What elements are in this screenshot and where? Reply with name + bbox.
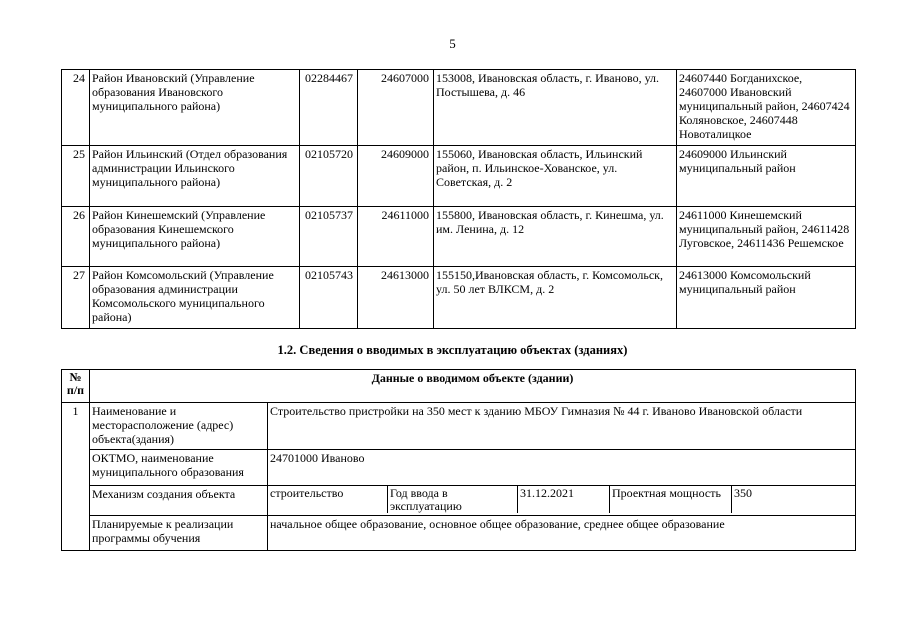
- table-row: [62, 70, 856, 146]
- header-number: № п/п: [62, 370, 90, 403]
- programs-label: Планируемые к реализации программы обучения: [90, 516, 268, 551]
- districts-table: [61, 69, 856, 329]
- row-number: 27: [62, 267, 90, 329]
- okpo-code: 02105737: [300, 207, 358, 267]
- oktmo-list: 24611000 Кинешемский муниципальный район, 24611428 Луговское, 24611436 Решемское: [677, 207, 856, 267]
- okato-code: 24609000: [358, 146, 434, 207]
- object-name-value: Строительство пристройки на 350 мест к зданию МБОУ Гимназия № 44 г. Иваново Ивановской области: [268, 403, 856, 450]
- oktmo-list: 24613000 Комсомольский муниципальный район: [677, 267, 856, 329]
- page-number: 5: [449, 36, 456, 51]
- table-row: [62, 267, 856, 329]
- oktmo-row: [62, 450, 856, 486]
- object-name-label: Наименование и месторасположение (адрес) объекта(здания): [90, 403, 268, 450]
- year-value: 31.12.2021: [518, 486, 610, 513]
- object-table: [61, 369, 856, 551]
- mechanism-details: [268, 486, 856, 516]
- programs-row: [62, 516, 856, 551]
- district-name: Район Ильинский (Отдел образования администрации Ильинского муниципального района): [90, 146, 300, 207]
- okato-code: 24613000: [358, 267, 434, 329]
- capacity-value: 350: [734, 486, 752, 500]
- capacity-label: Проектная мощность: [610, 486, 732, 513]
- row-number: 1: [62, 403, 90, 551]
- oktmo-label: ОКТМО, наименование муниципального образования: [90, 450, 268, 486]
- okato-code: 24607000: [358, 70, 434, 146]
- year-label: Год ввода в эксплуатацию: [388, 486, 518, 513]
- table-header-row: [62, 370, 856, 403]
- header-title: Данные о вводимом объекте (здании): [90, 370, 856, 403]
- district-name: Район Комсомольский (Управление образования администрации Комсомольского муниципального района): [90, 267, 300, 329]
- okpo-code: 02105743: [300, 267, 358, 329]
- object-name-row: [62, 403, 856, 450]
- section-title: 1.2. Сведения о вводимых в эксплуатацию объектах (зданиях): [277, 343, 628, 357]
- oktmo-list: 24609000 Ильинский муниципальный район: [677, 146, 856, 207]
- row-number: 26: [62, 207, 90, 267]
- okpo-code: 02105720: [300, 146, 358, 207]
- address: 155150,Ивановская область, г. Комсомольск, ул. 50 лет ВЛКСМ, д. 2: [434, 267, 677, 329]
- okato-code: 24611000: [358, 207, 434, 267]
- okpo-code: 02284467: [300, 70, 358, 146]
- address: 155800, Ивановская область, г. Кинешма, ул. им. Ленина, д. 12: [434, 207, 677, 267]
- oktmo-list: 24607440 Богданихское, 24607000 Ивановский муниципальный район, 24607424 Коляновское, 24607448 Новоталицкое: [677, 70, 856, 146]
- row-number: 25: [62, 146, 90, 207]
- table-row: [62, 146, 856, 207]
- row-number: 24: [62, 70, 90, 146]
- programs-value: начальное общее образование, основное общее образование, среднее общее образование: [268, 516, 856, 551]
- mechanism-row: [62, 486, 856, 516]
- oktmo-value: 24701000 Иваново: [268, 450, 856, 486]
- mechanism-value: строительство: [268, 486, 388, 513]
- address: 153008, Ивановская область, г. Иваново, ул. Постышева, д. 46: [434, 70, 677, 146]
- mechanism-label: Механизм создания объекта: [90, 486, 268, 516]
- address: 155060, Ивановская область, Ильинский район, п. Ильинское-Хованское, ул. Советская, д. 2: [434, 146, 677, 207]
- district-name: Район Ивановский (Управление образования Ивановского муниципального района): [90, 70, 300, 146]
- district-name: Район Кинешемский (Управление образования Кинешемского муниципального района): [90, 207, 300, 267]
- table-row: [62, 207, 856, 267]
